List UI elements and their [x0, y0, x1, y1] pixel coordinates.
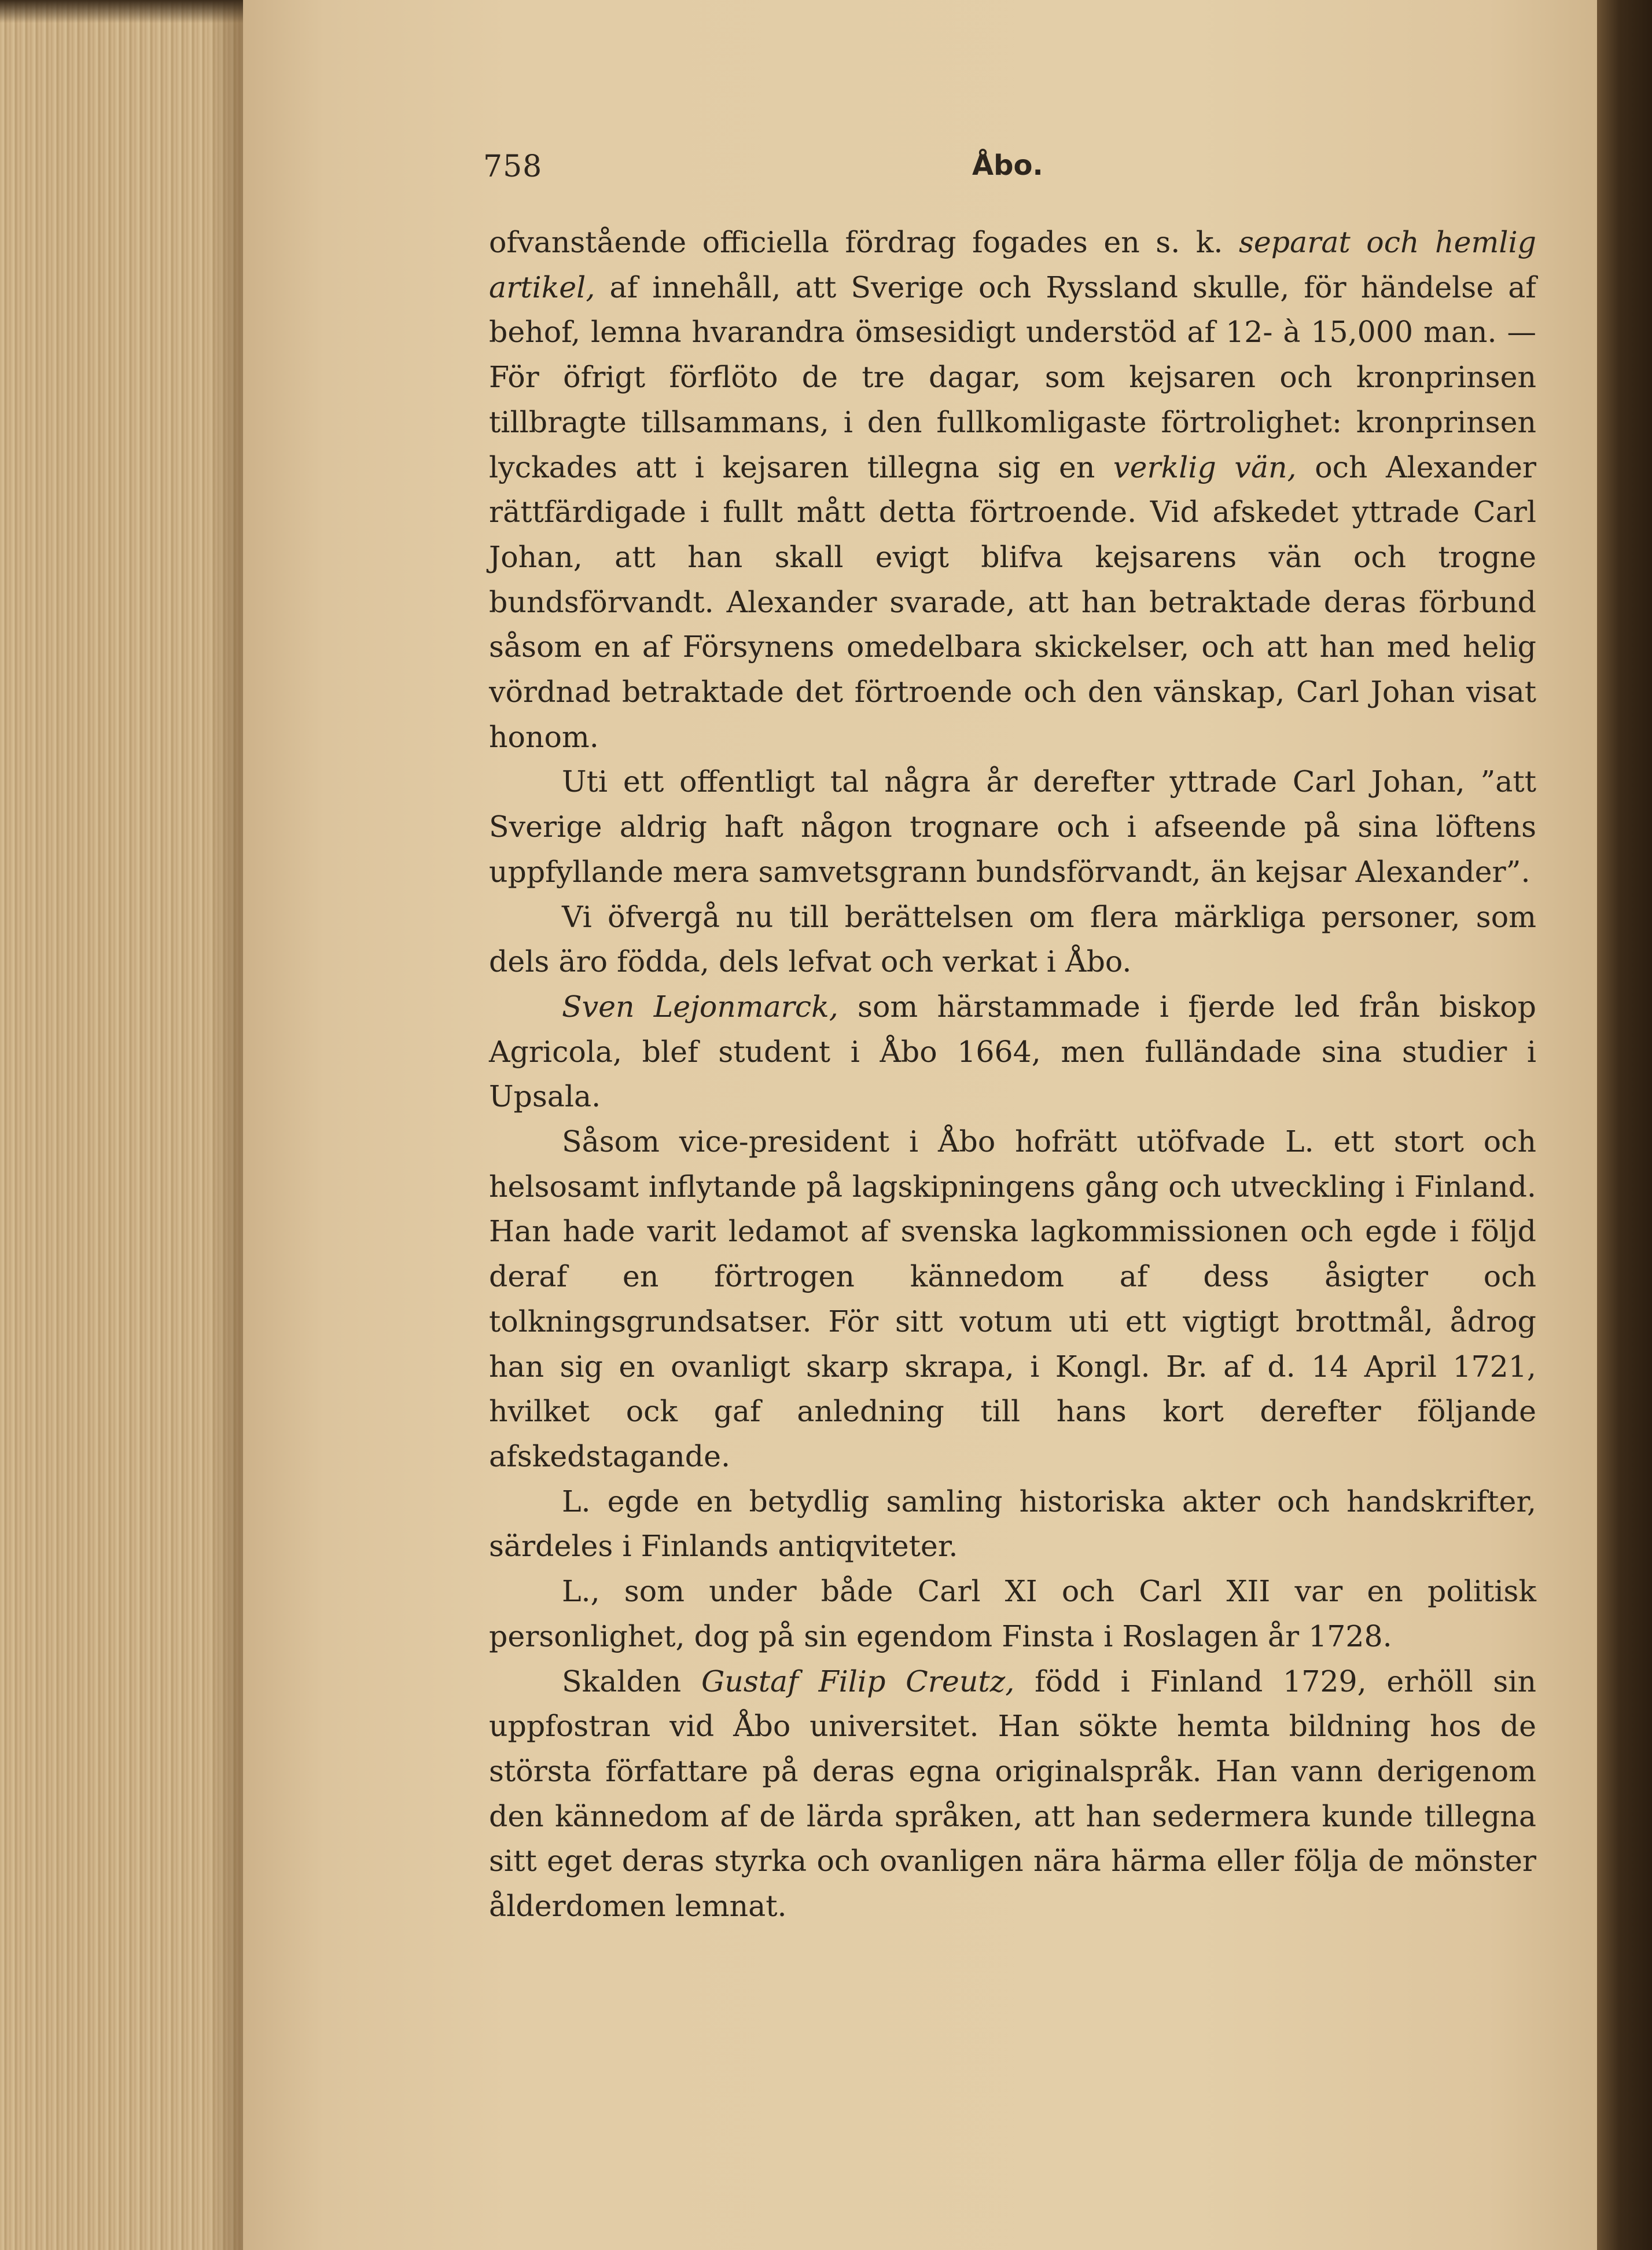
italic-text: Sven Lejonmarck, — [562, 989, 838, 1024]
paragraph-text: Uti ett offentligt tal några år derefter yttrade Carl Johan, ”att Sverige aldrig haft någon trognare och i afseende på sina löftens uppfyllande mera samvetsgrann bundsförvandt, än kejsar Alexander”. — [489, 764, 1536, 889]
paragraph-text: född i Finland 1729, erhöll sin uppfostran vid Åbo universitet. Han sökte hemta bildning hos de största författare på deras egna originalspråk. Han vann derigenom den kännedom af de lärda språken, att han sedermera kunde tillegna sitt eget deras styrka och ovanligen nära härma eller följa de mönster ålderdomen lemnat. — [489, 1664, 1536, 1924]
running-title: Åbo. — [972, 149, 1043, 182]
paragraph — [489, 759, 1536, 894]
paragraph — [489, 984, 1536, 1119]
paragraph — [489, 1479, 1536, 1569]
paragraph-text: L., som under både Carl XI och Carl XII var en politisk personlighet, dog på sin egendom Finsta i Roslagen år 1728. — [489, 1574, 1536, 1653]
paragraph-text: Vi öfvergå nu till berättelsen om flera märkliga personer, som dels äro födda, dels lefvat och verkat i Åbo. — [489, 899, 1536, 979]
paragraph — [489, 1119, 1536, 1479]
paragraph — [489, 895, 1536, 984]
italic-text: Gustaf Filip Creutz, — [701, 1664, 1015, 1698]
page-header — [483, 149, 1548, 196]
italic-text: separat och hemlig artikel, — [489, 225, 1536, 304]
page-number: 758 — [483, 149, 543, 184]
paragraph-text: ofvanstående officiella fördrag fogades en s. k. — [489, 225, 1239, 259]
right-page-edge — [1597, 0, 1652, 2250]
paragraph-text: af innehåll, att Sverige och Ryssland skulle, för händelse af behof, lemna hvarandra ömsesidigt understöd af 12- à 15,000 man. — För öfrigt förflöto de tre dagar, som kejsaren och kronprinsen tillbragte tillsammans, i den fullkomligaste förtrolighet: kronprinsen lyckades att i kejsaren tillegna sig en — [489, 270, 1536, 484]
paragraph-text: Skalden — [562, 1664, 701, 1698]
paragraph-text: som härstammade i fjerde led från biskop Agricola, blef student i Åbo 1664, men fulländade sina studier i Upsala. — [489, 989, 1536, 1114]
italic-text: verklig vän, — [1113, 450, 1297, 484]
paragraph — [489, 1569, 1536, 1659]
body-text — [489, 220, 1536, 1929]
book-page-edges — [0, 0, 243, 2250]
paragraph — [489, 220, 1536, 759]
paragraph-text: Såsom vice-president i Åbo hofrätt utöfvade L. ett stort och helsosamt inflytande på lagskipningens gång och utveckling i Finland. Han hade varit ledamot af svenska lagkommissionen och egde i följd deraf en förtrogen kännedom af dess åsigter och tolkningsgrundsatser. För sitt votum uti ett vigtigt brottmål, ådrog han sig en ovanligt skarp skrapa, i Kongl. Br. af d. 14 April 1721, hvilket ock gaf anledning till hans kort derefter följande afskedstagande. — [489, 1124, 1536, 1473]
paragraph-text: L. egde en betydlig samling historiska akter och handskrifter, särdeles i Finlands antiqviteter. — [489, 1484, 1536, 1564]
paragraph-text: och Alexander rättfärdigade i fullt mått detta förtroende. Vid afskedet yttrade Carl Johan, att han skall evigt blifva kejsarens vän och trogne bundsförvandt. Alexander svarade, att han betraktade deras förbund såsom en af Försynens omedelbara skickelser, och att han med helig vördnad betraktade det förtroende och den vänskap, Carl Johan visat honom. — [489, 450, 1536, 754]
gutter-shadow — [0, 0, 243, 23]
paragraph — [489, 1659, 1536, 1929]
